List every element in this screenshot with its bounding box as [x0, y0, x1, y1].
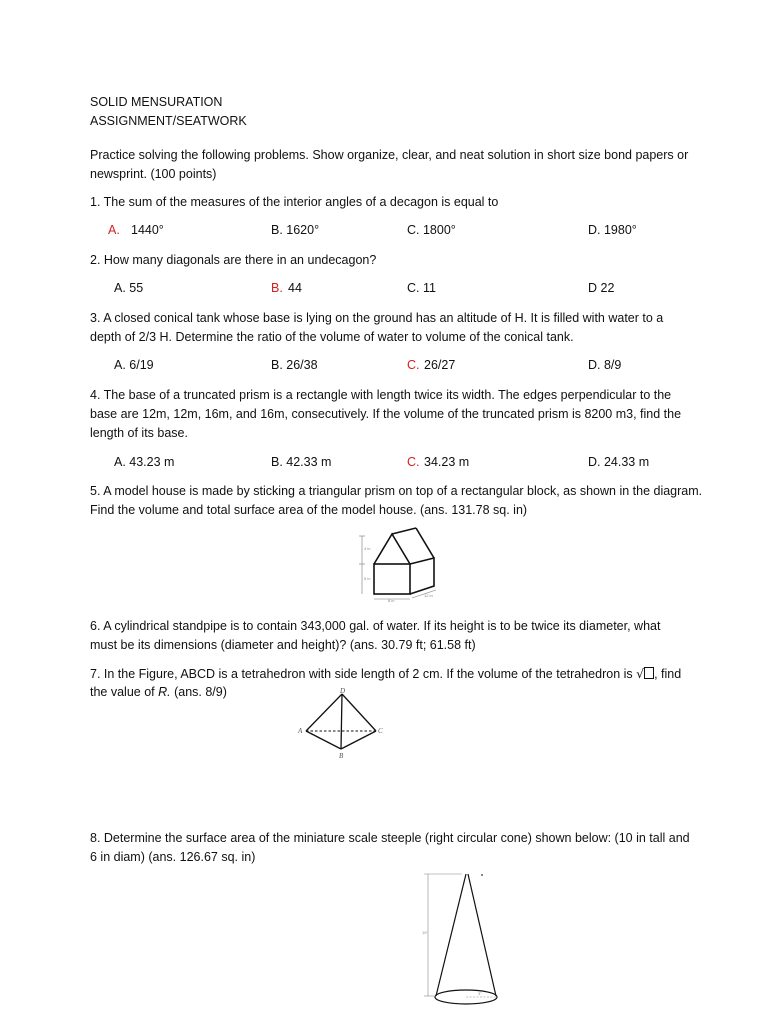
q2-option-c: C. 11 [407, 281, 436, 295]
q2-text: 2. How many diagonals are there in an undecagon? [90, 253, 377, 267]
q3-option-d: D. 8/9 [588, 358, 622, 372]
q4-text-line-2: base are 12m, 12m, 16m, and 16m, consecutively. If the volume of the truncated prism is 8200 m3, find the [90, 407, 682, 421]
q8-text-line-1: 8. Determine the surface area of the miniature scale steeple (right circular cone) shown below: (10 in tall and [90, 831, 690, 845]
q1-option-a-letter: A. [108, 223, 120, 237]
q2-options [0, 279, 768, 298]
instructions-line-2: newsprint. (100 points) [90, 167, 217, 181]
q2-option-d: D 22 [588, 281, 615, 295]
q7-text-after-formula: , find [654, 667, 682, 681]
q3-options [0, 356, 768, 375]
model-house-figure [352, 526, 452, 602]
svg-text:5 in: 5 in [364, 576, 371, 581]
svg-text:8 in: 8 in [388, 598, 395, 602]
q3-option-b: B. 26/38 [271, 358, 318, 372]
q3-option-a: A. 6/19 [114, 358, 154, 372]
q5-text-line-1: 5. A model house is made by sticking a triangular prism on top of a rectangular block, as shown in the diagram. [90, 484, 703, 498]
q3-text-line-2: depth of 2/3 H. Determine the ratio of the volume of water to volume of the conical tank. [90, 330, 574, 344]
q7-text-line-2-start: the value of [90, 685, 159, 699]
q3-text-line-1: 3. A closed conical tank whose base is lying on the ground has an altitude of H. It is filled with water to a [90, 311, 664, 325]
q6-text-line-1: 6. A cylindrical standpipe is to contain 343,000 gal. of water. If its height is to be twice its diameter, what [90, 619, 661, 633]
q7-text-before-formula: 7. In the Figure, ABCD is a tetrahedron with side length of 2 cm. If the volume of the tetrahedron is [90, 667, 637, 681]
worksheet-subtitle: ASSIGNMENT/SEATWORK [90, 114, 247, 128]
tetrahedron-label-d: D [340, 688, 346, 695]
q2-option-b-letter: B. [271, 281, 283, 295]
q4-option-a: A. 43.23 m [114, 455, 175, 469]
empty-radicand-box [644, 667, 654, 679]
q4-option-d: D. 24.33 m [588, 455, 650, 469]
q2-option-b-value: 44 [288, 281, 302, 295]
worksheet-title: SOLID MENSURATION [90, 95, 223, 109]
instructions-line-1: Practice solving the following problems. Show organize, clear, and neat solution in short size bond papers or [90, 148, 689, 162]
svg-text:3": 3" [478, 991, 482, 996]
q1-option-a-value: 1440° [131, 223, 164, 237]
q7-variable-r: R. [158, 685, 171, 699]
q7-text-line-2 [90, 683, 720, 702]
q4-option-b: B. 42.33 m [271, 455, 332, 469]
q4-options [0, 453, 768, 472]
q3-option-c-letter: C. [407, 358, 420, 372]
q1-text: 1. The sum of the measures of the interior angles of a decagon is equal to [90, 195, 499, 209]
q4-option-c-value: 34.23 m [424, 455, 470, 469]
q4-text-line-3: length of its base. [90, 426, 188, 440]
cone-figure [412, 868, 522, 1014]
q6-text-line-2: must be its dimensions (diameter and height)? (ans. 30.79 ft; 61.58 ft) [90, 638, 476, 652]
svg-text:12 in: 12 in [424, 593, 433, 598]
q1-options [0, 221, 768, 240]
svg-text:4 in: 4 in [364, 546, 371, 551]
q7-answer: (ans. 8/9) [170, 685, 227, 699]
svg-text:10": 10" [422, 930, 428, 935]
tetrahedron-figure [296, 688, 388, 760]
q8-text-line-2: 6 in diam) (ans. 126.67 sq. in) [90, 850, 256, 864]
q1-option-b: B. 1620° [271, 223, 320, 237]
q2-option-a: A. 55 [114, 281, 144, 295]
tetrahedron-label-b: B [339, 752, 344, 760]
q3-option-c-value: 26/27 [424, 358, 456, 372]
q4-option-c-letter: C. [407, 455, 420, 469]
tetrahedron-label-a: A [298, 727, 303, 735]
q1-option-d: D. 1980° [588, 223, 637, 237]
q5-text-line-2: Find the volume and total surface area of the model house. (ans. 131.78 sq. in) [90, 503, 528, 517]
tetrahedron-label-c: C [378, 727, 383, 735]
q4-text-line-1: 4. The base of a truncated prism is a rectangle with length twice its width. The edges perpendicular to the [90, 388, 672, 402]
q1-option-c: C. 1800° [407, 223, 456, 237]
q7-text-line-1 [90, 664, 720, 684]
square-root-icon: √ [636, 666, 645, 681]
